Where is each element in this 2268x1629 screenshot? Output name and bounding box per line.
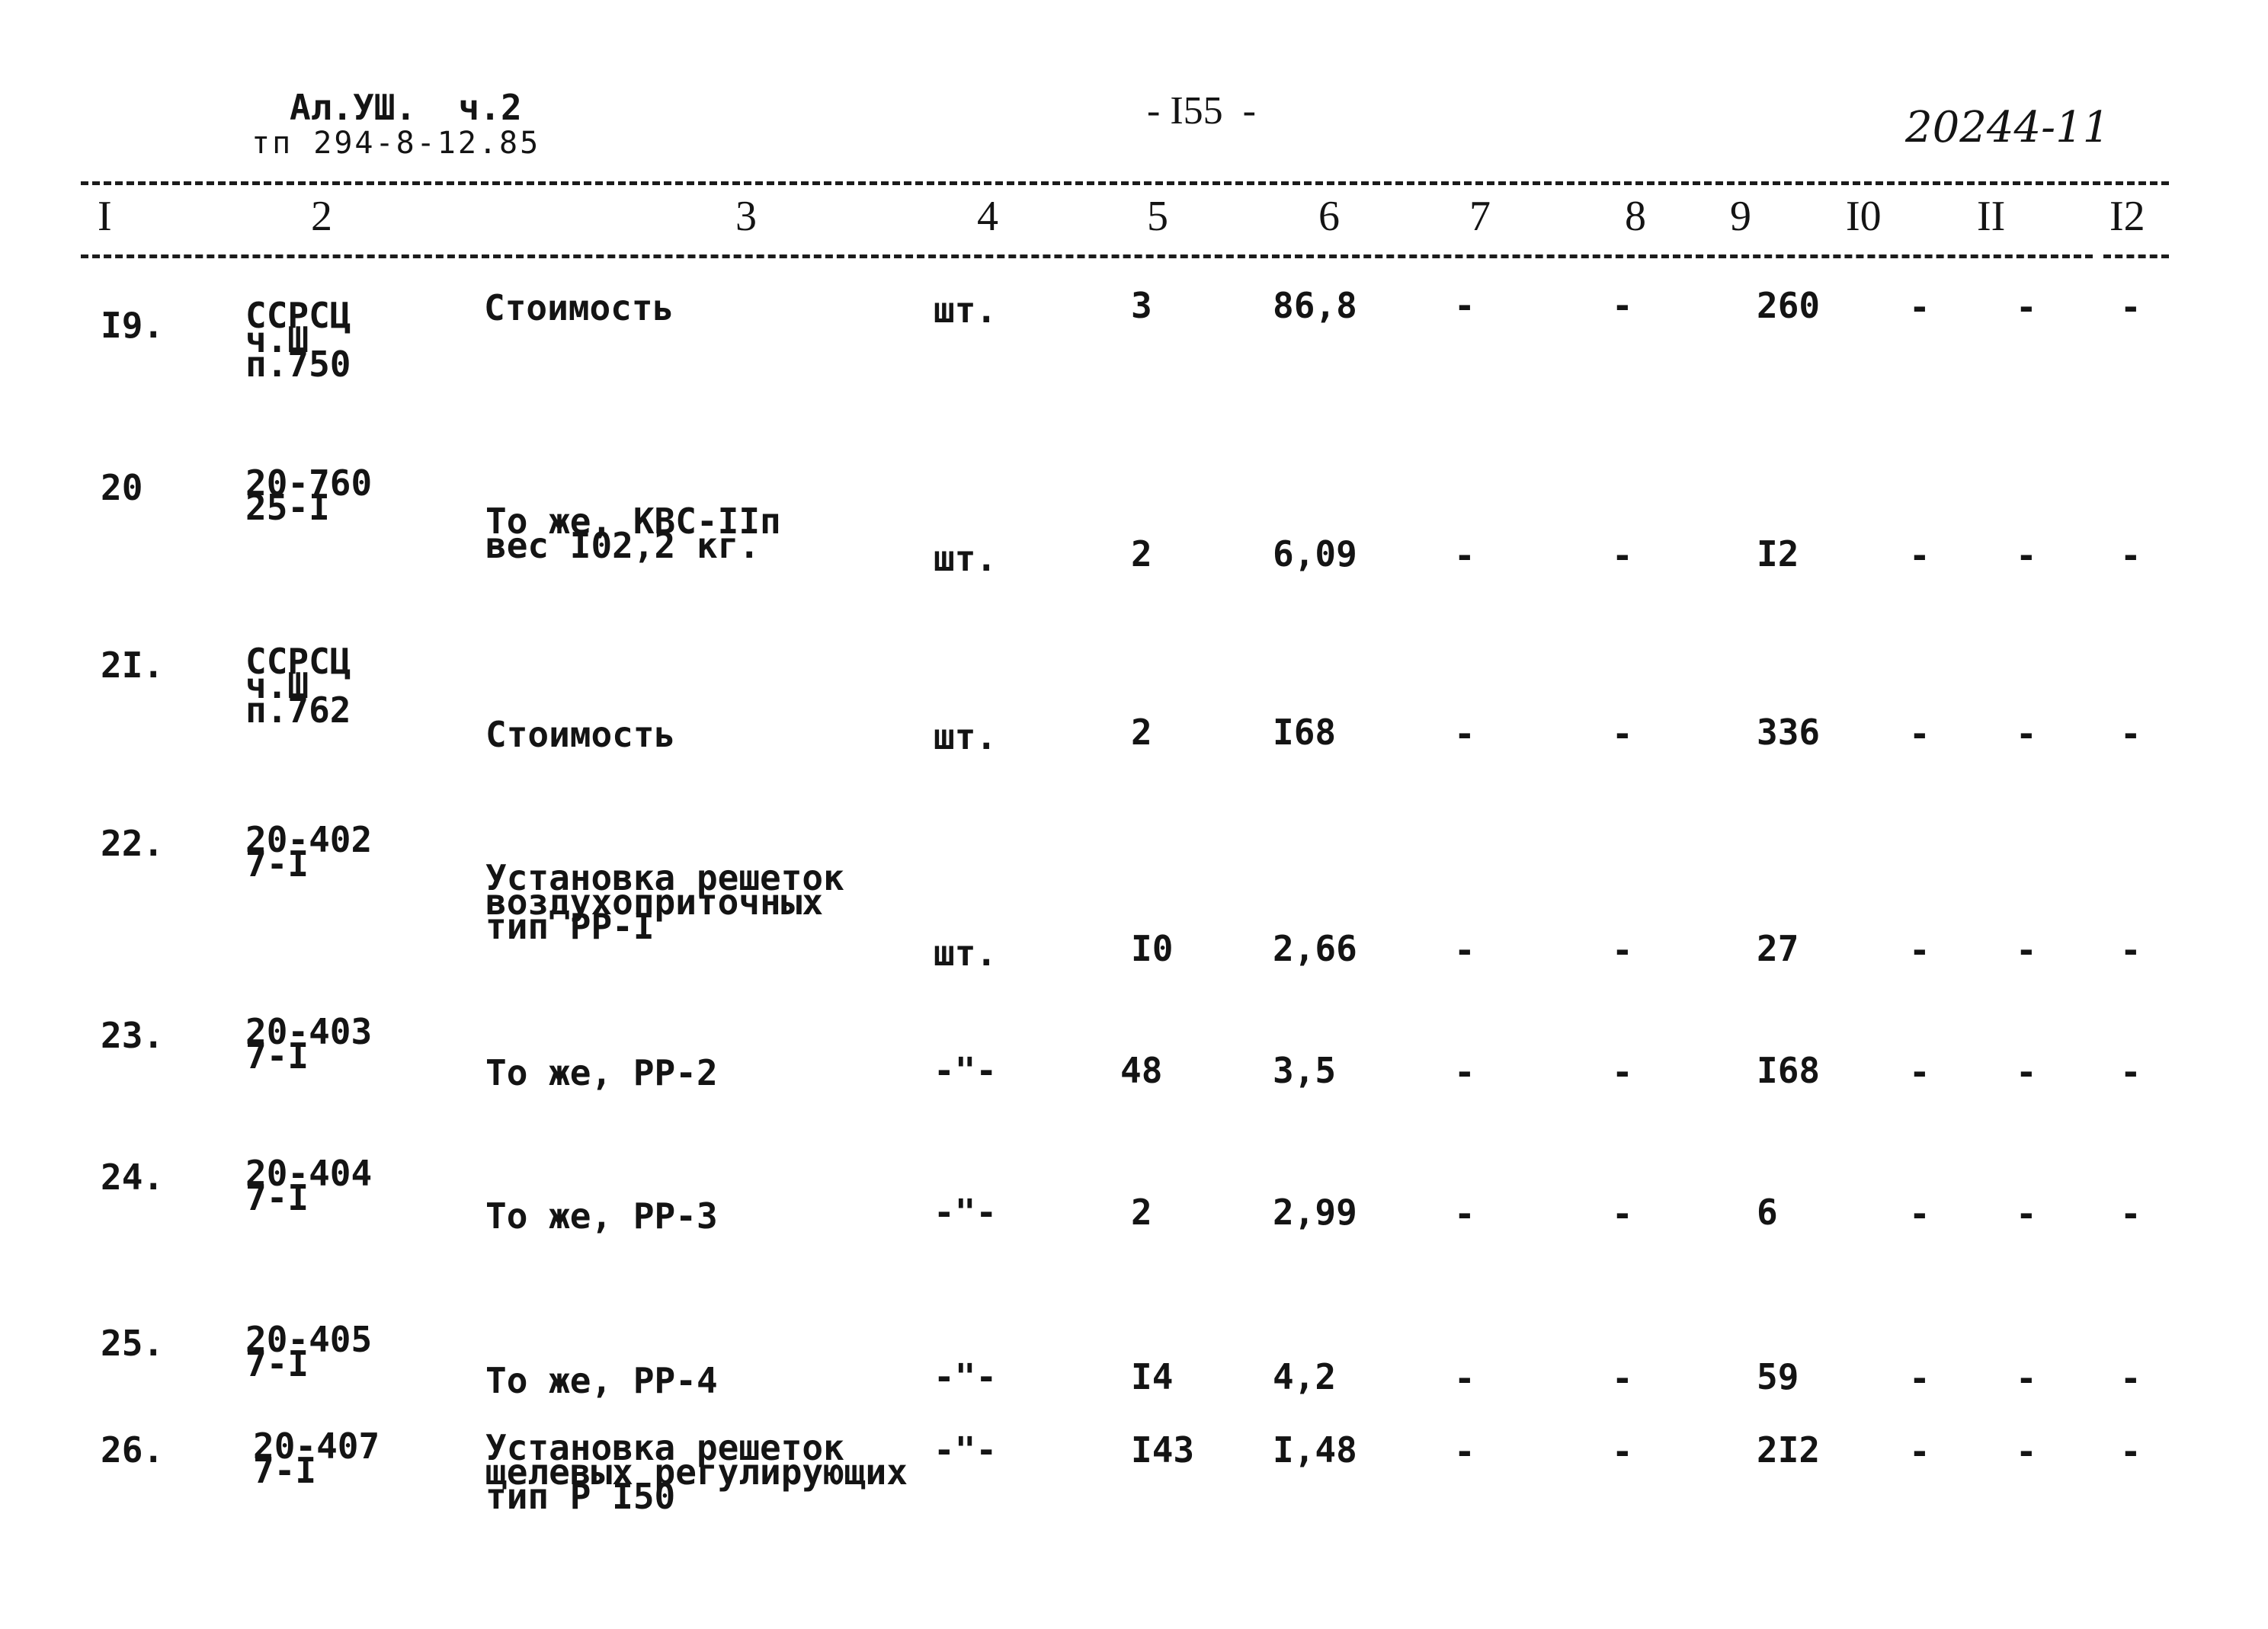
col-10-value: - [1909,535,1930,576]
unit-price: 86,8 [1273,285,1357,326]
document-reference: Ал.УШ. ч.2 [290,87,522,128]
row-number: 25. [101,1323,165,1364]
col-7-value: - [1454,1358,1475,1399]
col-7-value: - [1454,1431,1475,1472]
item-name: То же, КВС-IIп вес I02,2 кг. [485,501,781,566]
norm-code: ССРСЦ ч.Ш п.750 [245,295,351,385]
col-10-value: - [1909,1358,1930,1399]
col-7-value: - [1454,713,1475,754]
norm-code: 20-403 7-I [245,1011,373,1077]
row-number: 2I. [101,645,165,686]
unit-price: I68 [1273,712,1337,753]
col-12-value: - [2120,535,2141,576]
col-7-value: - [1454,535,1475,576]
unit: -"- [934,1050,998,1091]
unit: шт. [934,538,998,579]
col-11-value: - [2016,535,2037,576]
col-11-value: - [2016,1358,2037,1399]
col-12-value: - [2120,1193,2141,1234]
norm-code: 20-407 7-I [253,1426,380,1491]
quantity: 2 [1131,533,1152,574]
quantity: 2 [1131,1192,1152,1233]
col-8-value: - [1612,535,1633,576]
norm-code: ССРСЦ ч.Ш п.762 [245,641,351,731]
column-header: 9 [1730,193,1751,240]
col-10-value: - [1909,713,1930,754]
column-header: I [98,193,112,240]
unit-price: 2,99 [1273,1192,1357,1233]
col-11-value: - [2016,713,2037,754]
item-name: То же, РР-3 [485,1195,718,1237]
norm-code: 20-402 7-I [245,819,373,885]
norm-code: 20-760 25-I [245,462,373,528]
unit: -"- [934,1192,998,1233]
item-name: Установка решеток щелевых регулирующих тип Р I50 [485,1427,908,1517]
row-number: 26. [101,1429,165,1471]
unit-price: 6,09 [1273,533,1357,574]
quantity: 3 [1131,285,1152,326]
quantity: I43 [1131,1429,1195,1471]
col-8-value: - [1612,1358,1633,1399]
column-header: 7 [1469,193,1491,240]
unit: шт. [934,933,998,974]
total-cost: 6 [1757,1192,1778,1233]
total-cost: I68 [1757,1050,1821,1091]
handwritten-code: 20244-11 [1905,103,2110,152]
unit: шт. [934,290,998,331]
item-name: Стоимость [484,287,674,328]
column-header: 2 [311,193,332,240]
col-11-value: - [2016,1431,2037,1472]
unit-price: 4,2 [1273,1356,1337,1397]
column-header: 6 [1318,193,1340,240]
column-header: 8 [1625,193,1646,240]
project-code: тп 294-8-12.85 [251,126,541,161]
col-12-value: - [2120,286,2141,328]
total-cost: 2I2 [1757,1429,1821,1471]
total-cost: 27 [1757,928,1799,969]
unit: шт. [934,716,998,757]
item-name: То же, РР-2 [485,1052,718,1093]
column-header: II [1977,193,2006,240]
col-10-value: - [1909,930,1930,971]
total-cost: 336 [1757,712,1821,753]
row-number: 20 [101,467,143,508]
quantity: 2 [1131,712,1152,753]
col-8-value: - [1612,713,1633,754]
col-7-value: - [1454,1051,1475,1093]
item-name: Стоимость [485,714,676,755]
col-8-value: - [1612,1193,1633,1234]
unit-price: I,48 [1273,1429,1357,1471]
col-10-value: - [1909,1193,1930,1234]
row-number: I9. [101,305,165,346]
quantity: I4 [1131,1356,1174,1397]
row-number: 24. [101,1157,165,1198]
unit: -"- [934,1356,998,1397]
quantity: I0 [1131,928,1174,969]
header-top-rule [81,181,2169,185]
norm-code: 20-405 7-I [245,1319,373,1384]
col-10-value: - [1909,286,1930,328]
row-number: 22. [101,823,165,864]
column-header: 3 [735,193,757,240]
unit-price: 2,66 [1273,928,1357,969]
total-cost: I2 [1757,533,1799,574]
column-header: 5 [1147,193,1168,240]
column-header: 4 [977,193,998,240]
col-10-value: - [1909,1431,1930,1472]
total-cost: 260 [1757,285,1821,326]
quantity: 48 [1120,1050,1163,1091]
header-bottom-rule-end [2103,254,2169,258]
col-8-value: - [1612,285,1633,326]
unit: -"- [934,1429,998,1471]
col-12-value: - [2120,1431,2141,1472]
col-11-value: - [2016,286,2037,328]
col-12-value: - [2120,713,2141,754]
item-name: То же, РР-4 [485,1360,718,1401]
col-11-value: - [2016,930,2037,971]
header-bottom-rule [81,254,2093,258]
column-header: I0 [1846,193,1882,240]
col-11-value: - [2016,1193,2037,1234]
col-8-value: - [1612,930,1633,971]
total-cost: 59 [1757,1356,1799,1397]
col-7-value: - [1454,930,1475,971]
col-10-value: - [1909,1051,1930,1093]
col-7-value: - [1454,1193,1475,1234]
col-8-value: - [1612,1051,1633,1093]
page-number: - I55 - [1147,89,1256,133]
row-number: 23. [101,1015,165,1056]
col-7-value: - [1454,285,1475,326]
unit-price: 3,5 [1273,1050,1337,1091]
col-8-value: - [1612,1431,1633,1472]
col-12-value: - [2120,1051,2141,1093]
column-header: I2 [2109,193,2145,240]
col-11-value: - [2016,1051,2037,1093]
item-name: Установка решеток воздухоприточных тип РР-I [485,857,844,947]
norm-code: 20-404 7-I [245,1153,373,1218]
col-12-value: - [2120,930,2141,971]
col-12-value: - [2120,1358,2141,1399]
